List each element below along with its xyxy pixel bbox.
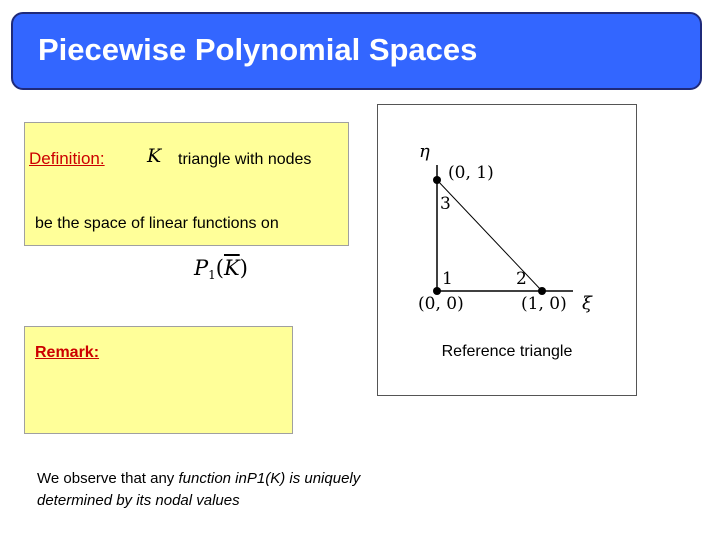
node-3-dot xyxy=(433,176,441,184)
space-p: P xyxy=(194,256,209,280)
definition-box xyxy=(24,122,349,246)
definition-symbol: K xyxy=(147,145,162,167)
remark-label: Remark: xyxy=(35,344,100,361)
reference-triangle-caption: Reference triangle xyxy=(441,343,573,360)
slide-title: Piecewise Polynomial Spaces xyxy=(38,32,478,67)
title-bar xyxy=(11,12,702,90)
space-formula xyxy=(194,256,248,282)
reference-triangle-panel xyxy=(377,104,637,396)
definition-text: triangle with nodes xyxy=(178,151,312,168)
coord-x-label: (1, 0) xyxy=(521,294,567,314)
remark-box xyxy=(24,326,293,434)
node-2-label: 2 xyxy=(516,269,527,289)
observation-text xyxy=(37,468,377,512)
coord-y-label: (0, 1) xyxy=(448,163,494,183)
observation-part1: We observe that any xyxy=(37,470,179,487)
definition-label: Definition: xyxy=(29,149,105,168)
eta-label: η xyxy=(419,141,430,162)
coord-origin-label: (0, 0) xyxy=(418,294,464,314)
space-open: ( xyxy=(215,256,224,280)
node-1-label: 1 xyxy=(442,269,453,289)
xi-label: ξ xyxy=(582,293,592,314)
space-k: $\overline{K}$ xyxy=(223,256,240,280)
space-sub: 1 xyxy=(208,268,216,282)
node-3-label: 3 xyxy=(440,194,451,214)
space-close: ) xyxy=(239,256,248,280)
observation-part3: P1(K) is uniquely determined by its nodal values xyxy=(37,470,361,509)
definition-line2: be the space of linear functions on xyxy=(35,215,279,232)
observation-part2: function in xyxy=(178,470,247,487)
